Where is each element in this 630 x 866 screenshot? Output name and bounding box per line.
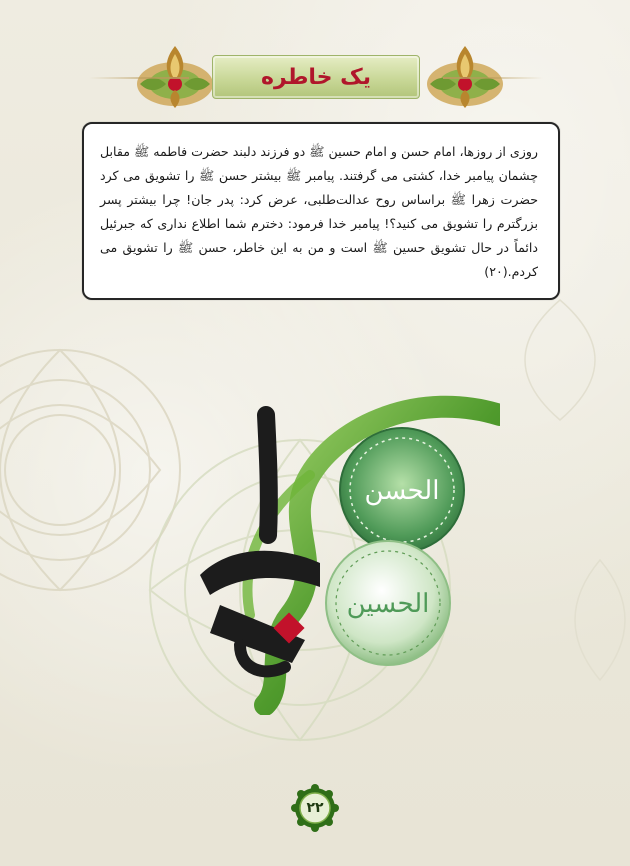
memory-paragraph: روزی از روزها، امام حسن و امام حسین ﷺ دو فرزند دلبند حضرت فاطمه ﷺ مقابل چشمان پیامبر خدا، کشتی می گرفتند. پیامبر ﷺ بیشتر حسن ﷺ را تشویق می کرد حضرت زهرا ﷺ براساس روح عدالت‌طلبی، عرض کرد: پدر جان! چرا بیشتر پسر بزرگترم را تشویق می کنید؟! پیامبر خدا فرمود: دخترم شما اطلاع نداری که جبرئیل دائماً در حال تشویق حسین ﷺ است و من به این خاطر، حسن ﷺ را تشویق می کردم.(۲۰) — [100, 144, 538, 279]
medallion-top-label: الحسن — [364, 476, 440, 506]
title-banner — [212, 55, 420, 99]
memory-text-box — [82, 122, 560, 300]
calligraphy-artwork — [170, 395, 500, 715]
page-title: یک خاطره — [261, 64, 371, 90]
fatemeh-calligraphy — [200, 415, 320, 712]
page-number: ۲۲ — [306, 800, 324, 816]
medallion-husayn — [326, 541, 450, 665]
page-number-badge — [291, 784, 339, 832]
medallion-hasan — [340, 428, 464, 552]
medallion-bottom-label: الحسین — [346, 589, 430, 619]
